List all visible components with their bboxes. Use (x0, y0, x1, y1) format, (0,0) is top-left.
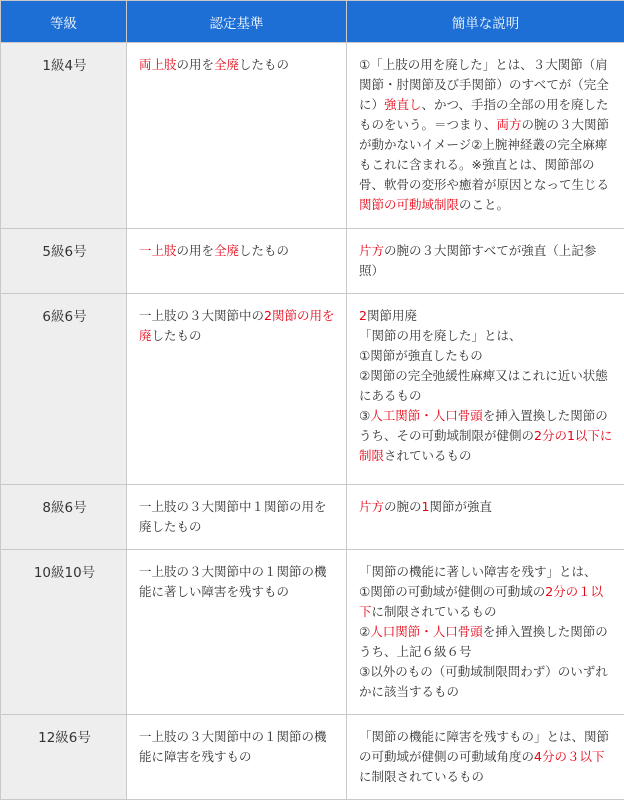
explanation-cell (347, 485, 624, 550)
highlight-text: 2関節の用を廃 (139, 308, 334, 343)
explanation-line (359, 346, 614, 366)
explanation-cell (347, 43, 624, 229)
text-segment: ①関節の可動域が健側の可動域の (359, 584, 545, 599)
highlight-text: 一上肢 (139, 243, 177, 258)
text-segment: の腕の (384, 499, 422, 514)
header-explanation: 簡単な説明 (347, 1, 624, 43)
criteria-cell (127, 229, 347, 294)
grade-cell: 8級6号 (1, 485, 127, 550)
highlight-text: 人口関節・人口骨頭 (370, 624, 483, 639)
grade-cell: 6級6号 (1, 294, 127, 485)
explanation-line (359, 562, 614, 582)
table-row (1, 485, 624, 550)
text-segment: に制限されているもの (372, 604, 497, 619)
table-row (1, 715, 624, 800)
explanation-line (359, 497, 614, 517)
table-row (1, 550, 624, 715)
text-segment: したもの (239, 243, 289, 258)
text-segment: を挿入置換した関節のうち、その可動域制限が健側の (359, 408, 608, 443)
text-segment: されているもの (384, 448, 472, 463)
highlight-text: 人工関節・人口骨頭 (370, 408, 483, 423)
explanation-line (359, 727, 614, 787)
text-segment: ② (359, 624, 370, 639)
text-segment: したもの (239, 57, 289, 72)
text-segment: 、かつ、手指の全部の用を廃したものをいう。＝つまり、 (359, 97, 609, 132)
explanation-line (359, 622, 614, 662)
criteria-cell (127, 43, 347, 229)
table-row (1, 43, 624, 229)
text-segment: に制限されているもの (359, 769, 484, 784)
text-segment: ③ (359, 408, 370, 423)
table-row (1, 294, 624, 485)
highlight-text: 1 (422, 499, 430, 514)
highlight-text: 全廃 (214, 243, 239, 258)
explanation-cell (347, 550, 624, 715)
explanation-line (359, 662, 614, 702)
criteria-cell (127, 715, 347, 800)
highlight-text: 2 (359, 308, 367, 323)
text-segment: ①「上肢の用を廃した」とは、３大関節（肩関節・肘関節及び手関節）のすべてが（完全に） (359, 57, 609, 112)
highlight-text: 両上肢 (139, 57, 177, 72)
header-grade: 等級 (1, 1, 127, 43)
header-row (1, 1, 624, 43)
text-segment: の用を (177, 243, 215, 258)
text-segment: を挿入置換した関節のうち、上記６級６号 (359, 624, 608, 659)
table-row (1, 229, 624, 294)
text-segment: の用を (177, 57, 215, 72)
explanation-line (359, 241, 614, 281)
explanation-cell (347, 294, 624, 485)
text-segment: 関節用廃 (367, 308, 417, 323)
criteria-cell (127, 550, 347, 715)
grade-cell: 1級4号 (1, 43, 127, 229)
criteria-cell (127, 294, 347, 485)
explanation-line (359, 55, 614, 215)
explanation-cell (347, 715, 624, 800)
highlight-text: 強直し (384, 97, 422, 112)
grade-cell: 5級6号 (1, 229, 127, 294)
explanation-line (359, 326, 614, 346)
text-segment: 「関節の機能に障害を残すもの」とは、関節の可動域が健側の可動域角度の (359, 729, 609, 764)
highlight-text: 関節の可動域制限 (359, 197, 459, 212)
highlight-text: 2分の1以下に制限 (359, 428, 612, 463)
explanation-line (359, 306, 614, 326)
text-segment: 一上肢の３大関節中の１関節の機能に障害を残すもの (139, 729, 327, 764)
highlight-text: 片方 (359, 499, 384, 514)
explanation-line (359, 582, 614, 622)
text-segment: ②関節の完全弛緩性麻痺又はこれに近い状態にあるもの (359, 368, 608, 403)
highlight-text: 全廃 (214, 57, 239, 72)
text-segment: 「関節の用を廃した」とは、 (359, 328, 522, 343)
highlight-text: 片方 (359, 243, 384, 258)
text-segment: したもの (152, 328, 202, 343)
text-segment: の腕の３大関節すべてが強直（上記参照） (359, 243, 596, 278)
text-segment: 一上肢の３大関節中の１関節の機能に著しい障害を残すもの (139, 564, 327, 599)
text-segment: の腕の３大関節が動かないイメージ②上腕神経叢の完全麻痺もこれに含まれる。※強直とは、関節部の骨、軟骨の変形や癒着が原因となって生じる (359, 117, 609, 192)
highlight-text: 両方 (497, 117, 522, 132)
text-segment: のこと。 (459, 197, 509, 212)
explanation-cell (347, 229, 624, 294)
text-segment: ①関節が強直したもの (359, 348, 483, 363)
grade-cell: 10級10号 (1, 550, 127, 715)
explanation-line (359, 366, 614, 406)
highlight-text: 2分の１以下 (359, 584, 603, 619)
explanation-line (359, 406, 614, 466)
header-criteria: 認定基準 (127, 1, 347, 43)
text-segment: 関節が強直 (429, 499, 492, 514)
text-segment: 「関節の機能に著しい障害を残す」とは、 (359, 564, 597, 579)
grade-cell: 12級6号 (1, 715, 127, 800)
highlight-text: 4分の３以下 (534, 749, 604, 764)
text-segment: 一上肢の３大関節中の (139, 308, 264, 323)
text-segment: 一上肢の３大関節中１関節の用を廃したもの (139, 499, 327, 534)
text-segment: ③以外のもの（可動域制限問わず）のいずれかに該当するもの (359, 664, 608, 699)
criteria-cell (127, 485, 347, 550)
